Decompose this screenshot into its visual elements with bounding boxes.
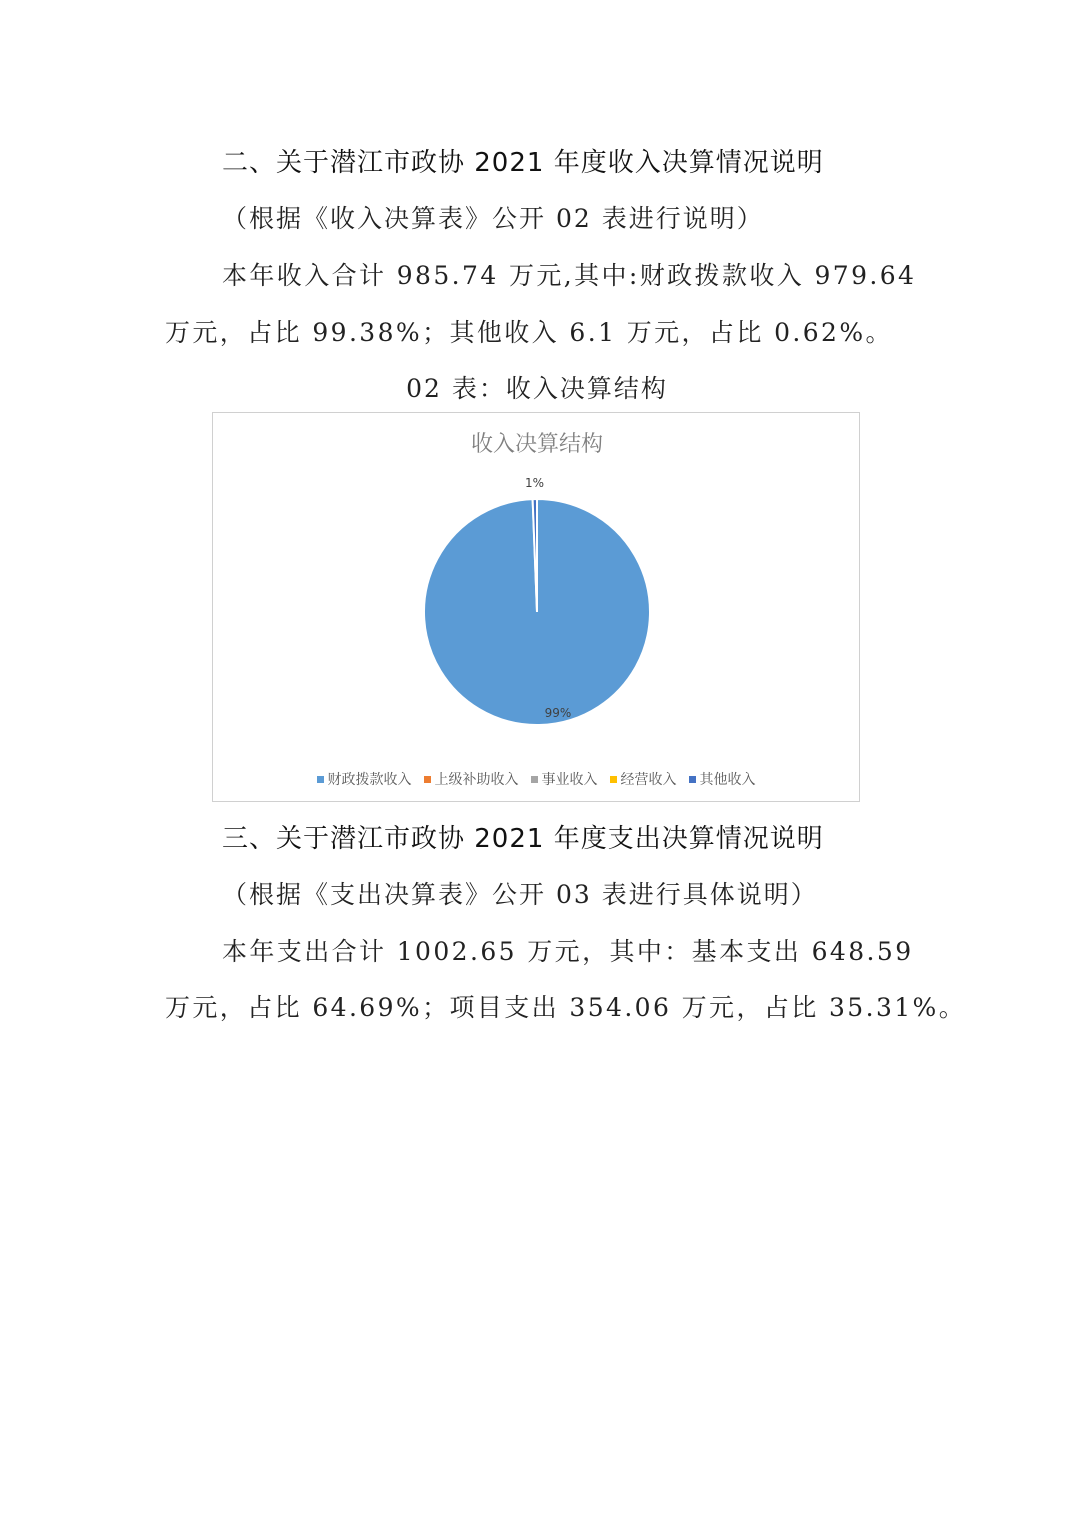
chart-title: 收入决算结构: [470, 432, 604, 457]
table02-caption: 02 表：收入决算结构: [406, 374, 668, 403]
legend-swatch-0: [317, 776, 324, 783]
legend-label-1: 上级补助收入: [434, 772, 519, 788]
legend-item-0: [317, 769, 412, 789]
legend-item-4: [689, 769, 756, 789]
legend-item-1: [424, 769, 519, 789]
legend-label-3: 经营收入: [620, 772, 677, 788]
legend-swatch-3: [610, 776, 617, 783]
pie-data-label-0: 99%: [544, 706, 572, 720]
legend-label-2: 事业收入: [541, 772, 598, 788]
legend-item-2: [531, 769, 598, 789]
legend-swatch-4: [689, 776, 696, 783]
section3-note: （根据《支出决算表》公开 03 表进行具体说明）: [222, 880, 818, 909]
income-structure-chart: [212, 412, 860, 802]
legend-swatch-2: [531, 776, 538, 783]
section3-paragraph-line2: 万元，占比 64.69%；项目支出 354.06 万元，占比 35.31%。: [165, 993, 967, 1022]
section2-note: （根据《收入决算表》公开 02 表进行说明）: [222, 204, 764, 233]
section3-paragraph-line1: 本年支出合计 1002.65 万元，其中：基本支出 648.59: [222, 937, 914, 966]
legend-item-3: [610, 769, 677, 789]
section3-heading: 三、关于潜江市政协 2021 年度支出决算情况说明: [222, 824, 824, 854]
pie-data-label-4: 1%: [524, 476, 545, 491]
section2-heading: 二、关于潜江市政协 2021 年度收入决算情况说明: [222, 148, 824, 178]
section2-paragraph-line1: 本年收入合计 985.74 万元,其中:财政拨款收入 979.64: [222, 261, 917, 290]
legend-label-4: 其他收入: [699, 772, 756, 788]
legend-swatch-1: [424, 776, 431, 783]
chart-legend: [213, 769, 859, 789]
section2-paragraph-line2: 万元，占比 99.38%；其他收入 6.1 万元，占比 0.62%。: [165, 318, 893, 347]
legend-label-0: 财政拨款收入: [327, 772, 412, 788]
pie-chart-svg: [213, 413, 861, 803]
